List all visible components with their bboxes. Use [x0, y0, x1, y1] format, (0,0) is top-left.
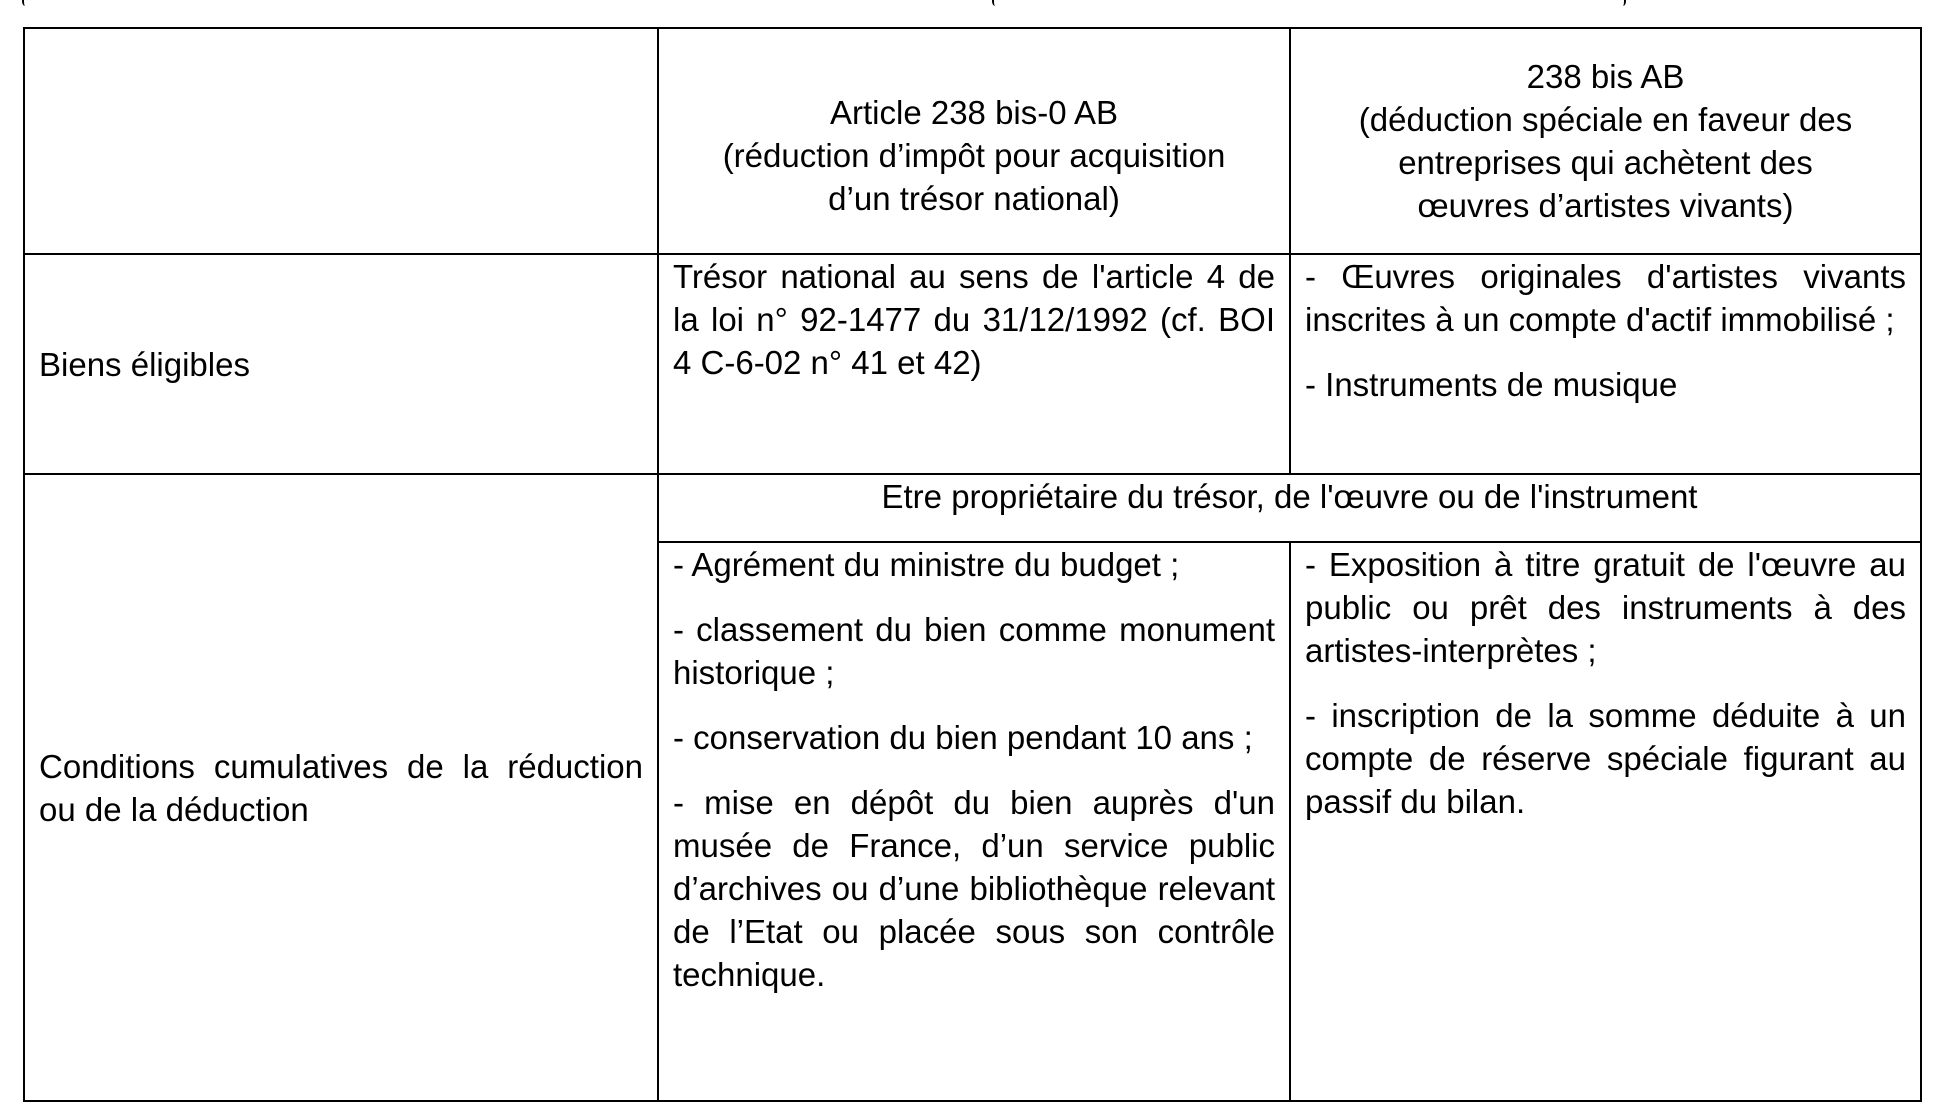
conditions-col2-item: - conservation du bien pendant 10 ans ;: [673, 719, 1253, 756]
header-article-238-bis-0-ab: [658, 28, 1290, 254]
eligible-col3-item: - Œuvres originales d'artistes vivants inscrites à un compte d'actif immobilisé ;: [1305, 258, 1906, 338]
header-line: entreprises qui achètent des: [1398, 144, 1813, 181]
conditions-col3-item: - inscription de la somme déduite à un compte de réserve spéciale figurant au passif du bilan.: [1305, 697, 1906, 820]
row-conditions-common: [24, 474, 1921, 542]
header-line: (réduction d’impôt pour acquisition: [722, 136, 1226, 174]
row-label: [24, 474, 658, 1101]
cropped-previous-text: [0, 0, 1936, 8]
conditions-col2-cell: [658, 542, 1290, 1101]
conditions-col3-cell: [1290, 542, 1921, 1101]
row-label: Biens éligibles: [24, 254, 658, 474]
comparison-table: [23, 27, 1922, 1102]
header-row: [24, 28, 1921, 254]
header-empty-cell: [24, 28, 658, 254]
header-line: (déduction spéciale en faveur des: [1358, 101, 1853, 138]
conditions-col2-item: - classement du bien comme monument historique ;: [673, 611, 1275, 691]
row-eligible-goods: [24, 254, 1921, 474]
eligible-col3-cell: [1290, 254, 1921, 474]
conditions-col2-item: - mise en dépôt du bien auprès d'un musée de France, d’un service public d’archives ou d’une bibliothèque relevant de l’Etat ou placée sous son contrôle technique.: [673, 784, 1275, 993]
header-line: 238 bis AB: [1526, 58, 1685, 95]
header-line: œuvres d’artistes vivants): [1417, 187, 1794, 224]
conditions-col2-item: - Agrément du ministre du budget ;: [673, 546, 1180, 583]
eligible-col2-cell: [658, 254, 1290, 474]
conditions-label-text: Conditions cumulatives de la réduction ou de la déduction: [39, 747, 643, 828]
eligible-col2-text: Trésor national au sens de l'article 4 de la loi n° 92-1477 du 31/12/1992 (cf. BOI 4 C-6-02 n° 41 et 42): [673, 258, 1275, 381]
conditions-common-cell: Etre propriétaire du trésor, de l'œuvre ou de l'instrument: [658, 474, 1921, 542]
header-line: Article 238 bis-0 AB: [830, 93, 1118, 131]
header-238-bis-ab: [1290, 28, 1921, 254]
eligible-col3-item: - Instruments de musique: [1305, 366, 1678, 403]
header-line: d’un trésor national): [828, 179, 1120, 217]
conditions-col3-item: - Exposition à titre gratuit de l'œuvre au public ou prêt des instruments à des artistes-interprètes ;: [1305, 546, 1906, 669]
